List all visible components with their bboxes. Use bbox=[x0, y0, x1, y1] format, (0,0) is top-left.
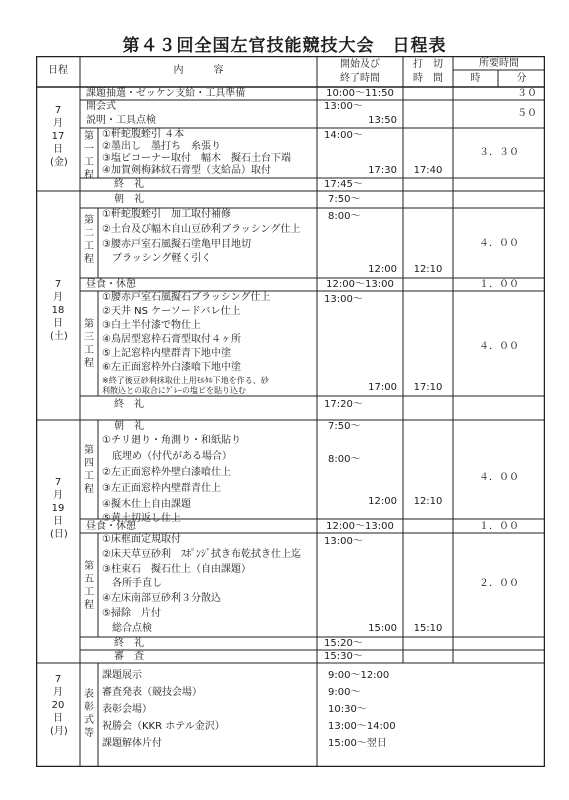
morning2-content: 朝 礼 bbox=[114, 194, 144, 205]
d20-item-1: 課題展示 bbox=[102, 670, 142, 681]
row-draw-time: 10:00～11:50 bbox=[326, 88, 394, 99]
p3-start: 13:00～ bbox=[324, 294, 363, 305]
p1-cut: 17:40 bbox=[413, 165, 443, 176]
p3-item-6: ⑥左正面窓枠外白漆喰下地中塗 bbox=[102, 362, 241, 373]
process-label-1: 第一工程 bbox=[84, 131, 94, 181]
p4-item-2: 底埋め（付代がある場合） bbox=[102, 451, 232, 462]
p5-item-6: ⑤掃除 片付 bbox=[102, 608, 161, 619]
p2-cut: 12:10 bbox=[413, 264, 443, 275]
p4-required: ４．００ bbox=[479, 472, 519, 483]
header-punch-1: 打 切 bbox=[413, 59, 443, 70]
p2-required: ４．００ bbox=[479, 238, 519, 249]
d20-item-3: 表彰会場） bbox=[102, 704, 152, 715]
p3-item-1: ①腰赤戸室石風擬石ブラッシング仕上 bbox=[102, 292, 271, 303]
header-punch-2: 時 間 bbox=[413, 73, 443, 84]
end1-content: 終 礼 bbox=[114, 179, 144, 190]
process-label-5: 第五工程 bbox=[84, 561, 94, 611]
row-draw-content: 課題抽選・ゼッケン支給・工具準備 bbox=[86, 88, 246, 99]
header-start-end-1: 開始及び bbox=[340, 59, 380, 70]
d20-item-4: 祝勝会（KKR ホテル金沢） bbox=[102, 721, 225, 732]
p2-end: 12:00 bbox=[368, 264, 397, 275]
p5-cut: 15:10 bbox=[413, 623, 443, 634]
header-content: 内 容 bbox=[173, 65, 224, 76]
row-opening-required: ５０ bbox=[517, 108, 537, 119]
p1-end: 17:30 bbox=[368, 165, 397, 176]
p3-cut: 17:10 bbox=[413, 382, 443, 393]
p4-item-3: ②左正面窓枠外壁白漆喰仕上 bbox=[102, 467, 231, 478]
lunch3-required: １．００ bbox=[479, 521, 519, 532]
judge-content: 審 査 bbox=[114, 651, 144, 662]
lunch2-required: １．００ bbox=[479, 279, 519, 290]
p3-item-2: ②天井 NS ケーソードバレ仕上 bbox=[102, 306, 241, 317]
process-label-2: 第二工程 bbox=[84, 215, 94, 265]
lunch3-content: 昼食・休憩 bbox=[86, 521, 136, 532]
p1-item-1: ①軒蛇腹蛭引 ４本 bbox=[102, 129, 185, 140]
p3-note-2: 利散込との取合にｸﾞﾚｰの塩ビを貼り込む bbox=[102, 386, 246, 395]
day-label-20: 7月20日(月) bbox=[50, 674, 68, 737]
p1-item-3: ③塩ビコーナー取付 幅木 擬石土台下端 bbox=[102, 153, 291, 164]
p5-start: 13:00～ bbox=[324, 536, 363, 547]
p2-item-3: ③腰赤戸室石風擬石塗亀甲目地切 bbox=[102, 239, 251, 250]
end2-content: 終 礼 bbox=[114, 399, 144, 410]
d20-time-3: 10:30～ bbox=[328, 704, 367, 715]
page-title: 第４３回全国左官技能競技大会 日程表 bbox=[122, 36, 447, 56]
p3-note-1: ※終了後豆砂利抹取仕上用ﾓﾙﾀﾙ下地を作る、砂 bbox=[102, 376, 269, 385]
day-label-17: 7月17日(金) bbox=[50, 105, 68, 168]
header-hour: 時 bbox=[470, 73, 481, 84]
d20-time-1: 9:00～12:00 bbox=[328, 670, 390, 681]
p4-end: 12:00 bbox=[368, 496, 397, 507]
p2-item-2: ②土台及び幅木自山豆砂利ブラッシング仕上 bbox=[102, 224, 301, 235]
row-draw-required: ３０ bbox=[517, 88, 537, 99]
p5-item-5: ④左床南部豆砂利３分散込 bbox=[102, 593, 221, 604]
morning3-content: 朝 礼 bbox=[114, 421, 144, 432]
end1-time: 17:45～ bbox=[324, 179, 363, 190]
header-required: 所要時間 bbox=[479, 58, 519, 69]
header-start-end-2: 終了時間 bbox=[340, 73, 380, 84]
p2-item-1: ①軒蛇腹蛭引 加工取付補修 bbox=[102, 209, 231, 220]
d20-item-2: 審査発表（競技会場） bbox=[102, 687, 202, 698]
p1-item-2: ②墨出し 墨打ち 糸張り bbox=[102, 141, 221, 152]
p3-item-4: ④鳥居型窓枠石膏型取付４ヶ所 bbox=[102, 334, 241, 345]
lunch2-content: 昼食・休憩 bbox=[86, 279, 136, 290]
row-opening-time-2: 13:50 bbox=[368, 115, 397, 126]
header-minute: 分 bbox=[516, 73, 527, 84]
p1-item-4: ④加賀剣梅鉢紋石膏型（支給品）取付 bbox=[102, 165, 271, 176]
schedule-table bbox=[36, 56, 545, 767]
p4-start: 8:00～ bbox=[328, 454, 361, 465]
morning3-time: 7:50～ bbox=[328, 421, 361, 432]
p5-item-2: ②床天草豆砂利 ｽﾎﾟﾝｼﾞ拭き布乾拭き仕上迄 bbox=[102, 549, 301, 560]
p5-required: ２．００ bbox=[479, 578, 519, 589]
p3-end: 17:00 bbox=[368, 382, 397, 393]
row-opening-content-2: 説明・工具点検 bbox=[86, 115, 156, 126]
d20-item-5: 課題解体片付 bbox=[102, 738, 162, 749]
p5-end: 15:00 bbox=[368, 623, 397, 634]
p4-item-5: ④擬木仕上自由課題 bbox=[102, 499, 191, 510]
judge-time: 15:30～ bbox=[324, 651, 363, 662]
ceremony-label: 表彰式等 bbox=[84, 689, 94, 739]
p4-item-4: ③左正面窓枠内壁群青仕上 bbox=[102, 483, 221, 494]
day-label-18: 7月18日(土) bbox=[50, 279, 68, 342]
p3-item-5: ⑤上記窓枠内壁群青下地中塗 bbox=[102, 348, 231, 359]
d20-time-5: 15:00～翌日 bbox=[328, 738, 387, 749]
end3-time: 15:20～ bbox=[324, 638, 363, 649]
process-label-3: 第三工程 bbox=[84, 319, 94, 369]
lunch2-time: 12:00～13:00 bbox=[326, 279, 394, 290]
lunch3-time: 12:00～13:00 bbox=[326, 521, 394, 532]
p2-item-4: ブラッシング軽く引く bbox=[102, 253, 212, 264]
p1-start: 14:00～ bbox=[324, 130, 363, 141]
p4-item-6: ⑤黄土切返し仕上 bbox=[102, 513, 181, 524]
p4-cut: 12:10 bbox=[413, 496, 443, 507]
p3-required: ４．００ bbox=[479, 341, 519, 352]
p1-required: ３．３０ bbox=[479, 147, 519, 158]
p5-item-7: 総合点検 bbox=[102, 623, 152, 634]
d20-time-4: 13:00～14:00 bbox=[328, 721, 396, 732]
p5-item-4: 各所手直し bbox=[102, 578, 162, 589]
p3-item-3: ③白土半付漆で物仕上 bbox=[102, 320, 201, 331]
process-label-4: 第四工程 bbox=[84, 445, 94, 495]
end2-time: 17:20～ bbox=[324, 399, 363, 410]
p5-item-1: ①床框面定規取付 bbox=[102, 534, 181, 545]
p5-item-3: ③柱束石 擬石仕上（自由課題） bbox=[102, 564, 251, 575]
morning2-time: 7:50～ bbox=[328, 194, 361, 205]
header-day: 日程 bbox=[48, 65, 68, 76]
row-opening-content-1: 開会式 bbox=[86, 101, 116, 112]
p4-item-1: ①チリ廻り・角測り・和紙貼り bbox=[102, 435, 241, 446]
row-opening-time-1: 13:00～ bbox=[324, 101, 363, 112]
day-label-19: 7月19日(日) bbox=[50, 477, 68, 540]
end3-content: 終 礼 bbox=[114, 638, 144, 649]
p2-start: 8:00～ bbox=[328, 211, 361, 222]
d20-time-2: 9:00～ bbox=[328, 687, 361, 698]
